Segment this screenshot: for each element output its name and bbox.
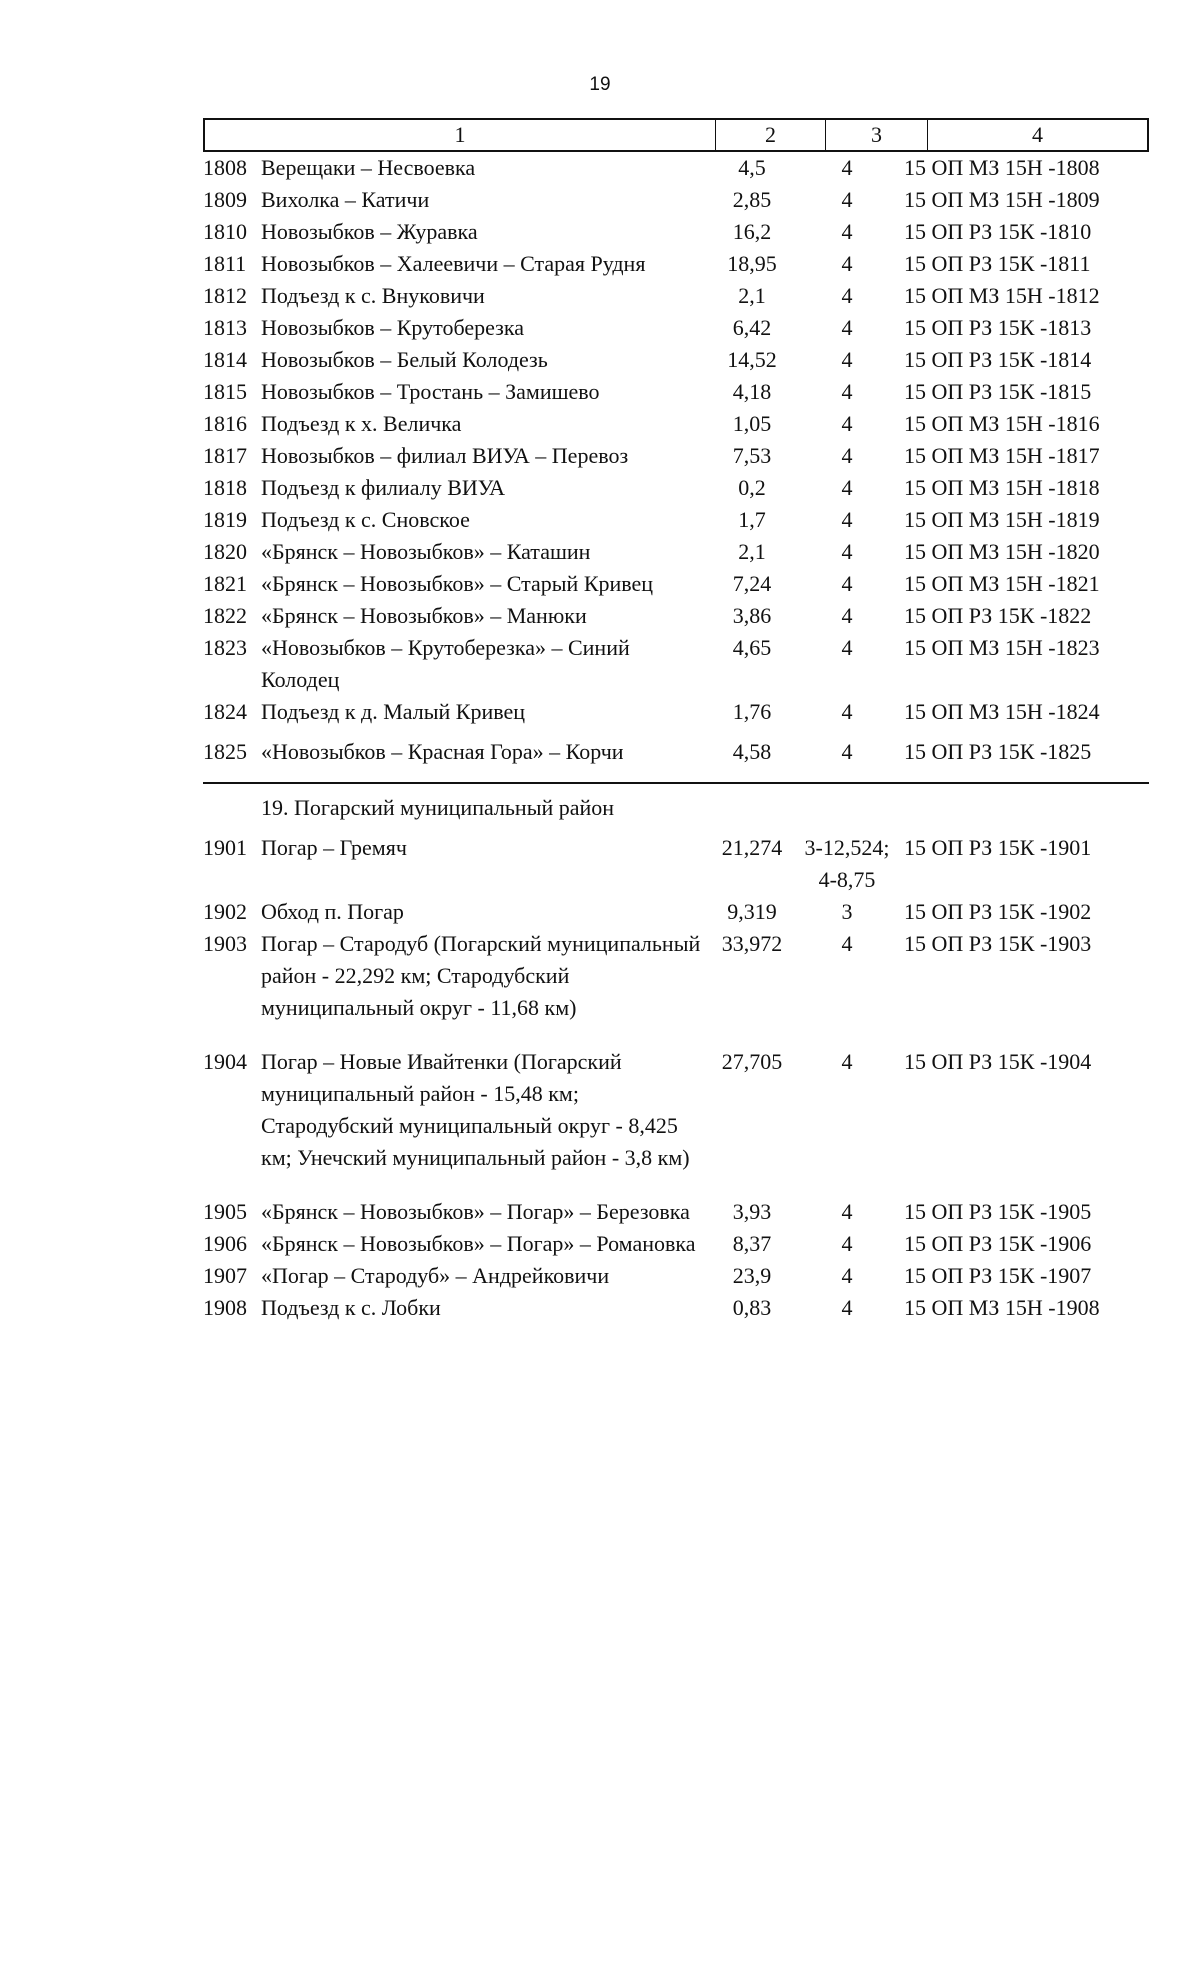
section-divider	[203, 782, 1149, 784]
row-id: 15 ОП МЗ 15Н -1819	[904, 507, 1100, 532]
row-code: 1902	[203, 899, 247, 924]
row-category: 4	[841, 1263, 853, 1288]
row-id: 15 ОП МЗ 15Н -1809	[904, 187, 1100, 212]
table-row	[203, 152, 1149, 184]
row-length: 4,65	[732, 635, 772, 660]
row-length: 0,2	[738, 475, 766, 500]
row-length: 21,274	[721, 835, 783, 860]
row-name: Новозыбков – Журавка	[261, 219, 478, 244]
row-name: «Брянск – Новозыбков» – Старый Кривец	[261, 571, 654, 596]
row-category: 4	[841, 739, 853, 764]
row-code: 1812	[203, 283, 247, 308]
row-code: 1810	[203, 219, 247, 244]
row-id: 15 ОП РЗ 15К -1825	[904, 739, 1092, 764]
row-code: 1824	[203, 699, 247, 724]
rows-section-18	[203, 152, 1149, 768]
row-length: 14,52	[727, 347, 777, 372]
row-length: 1,05	[732, 411, 772, 436]
row-code: 1808	[203, 155, 247, 180]
row-name: «Новозыбков – Красная Гора» – Корчи	[261, 739, 624, 764]
row-id: 15 ОП РЗ 15К -1815	[904, 379, 1092, 404]
road-table	[203, 118, 1149, 1324]
table-header	[203, 118, 1149, 152]
row-name: Новозыбков – Халеевичи – Старая Рудня	[261, 251, 646, 276]
row-length: 3,93	[732, 1199, 772, 1224]
row-length: 9,319	[727, 899, 777, 924]
row-name: Подъезд к филиалу ВИУА	[261, 475, 506, 500]
row-code: 1820	[203, 539, 247, 564]
row-name: Подъезд к д. Малый Кривец	[261, 699, 526, 724]
table-row	[203, 696, 1149, 728]
section-title: 19. Погарский муниципальный район	[261, 795, 615, 820]
row-category: 4	[841, 635, 853, 660]
row-id: 15 ОП РЗ 15К -1813	[904, 315, 1092, 340]
page-number: 19	[589, 74, 611, 95]
row-id: 15 ОП РЗ 15К -1901	[904, 835, 1092, 860]
row-name: «Брянск – Новозыбков» – Каташин	[261, 539, 591, 564]
row-code: 1813	[203, 315, 247, 340]
row-code: 1904	[203, 1049, 247, 1074]
row-category: 4	[841, 347, 853, 372]
row-category: 4	[841, 1295, 853, 1320]
table-row	[203, 536, 1149, 568]
row-id: 15 ОП МЗ 15Н -1908	[904, 1295, 1100, 1320]
row-id: 15 ОП МЗ 15Н -1820	[904, 539, 1100, 564]
row-length: 8,37	[732, 1231, 772, 1256]
row-code: 1823	[203, 635, 247, 660]
row-name: Новозыбков – филиал ВИУА – Перевоз	[261, 443, 629, 468]
row-category: 4	[841, 219, 853, 244]
row-length: 6,42	[732, 315, 772, 340]
row-category: 4	[841, 1049, 853, 1074]
row-id: 15 ОП РЗ 15К -1810	[904, 219, 1092, 244]
row-length: 23,9	[732, 1263, 772, 1288]
row-code: 1816	[203, 411, 247, 436]
row-code: 1903	[203, 931, 247, 956]
row-length: 1,7	[738, 507, 766, 532]
row-name: Верещаки – Несвоевка	[261, 155, 476, 180]
row-id: 15 ОП РЗ 15К -1903	[904, 931, 1092, 956]
table-row	[203, 1292, 1149, 1324]
row-category: 4	[841, 315, 853, 340]
row-category: 4	[841, 603, 853, 628]
row-id: 15 ОП МЗ 15Н -1818	[904, 475, 1100, 500]
table-row	[203, 184, 1149, 216]
row-category: 4	[841, 475, 853, 500]
table-row	[203, 408, 1149, 440]
row-id: 15 ОП РЗ 15К -1811	[904, 251, 1091, 276]
row-name: Погар – Новые Ивайтенки (Погарский муниципальный район - 15,48 км; Стародубский муниципальный округ - 8,425 км; Унечский муниципальный район - 3,8 км)	[261, 1049, 690, 1170]
row-category: 4	[841, 411, 853, 436]
row-name: Новозыбков – Белый Колодезь	[261, 347, 548, 372]
row-id: 15 ОП РЗ 15К -1904	[904, 1049, 1092, 1074]
row-length: 4,5	[738, 155, 766, 180]
row-category: 3-12,524; 4-8,75	[804, 835, 890, 892]
row-code: 1906	[203, 1231, 247, 1256]
row-category: 4	[841, 283, 853, 308]
table-row	[203, 216, 1149, 248]
row-id: 15 ОП РЗ 15К -1814	[904, 347, 1092, 372]
row-length: 7,53	[732, 443, 772, 468]
table-row	[203, 736, 1149, 768]
row-name: Подъезд к с. Лобки	[261, 1295, 441, 1320]
row-length: 0,83	[732, 1295, 772, 1320]
row-id: 15 ОП РЗ 15К -1902	[904, 899, 1092, 924]
row-length: 2,1	[738, 283, 766, 308]
row-id: 15 ОП МЗ 15Н -1821	[904, 571, 1100, 596]
row-category: 3	[841, 899, 853, 924]
row-name: Подъезд к с. Сновское	[261, 507, 470, 532]
table-row	[203, 280, 1149, 312]
row-category: 4	[841, 699, 853, 724]
row-code: 1819	[203, 507, 247, 532]
row-id: 15 ОП РЗ 15К -1907	[904, 1263, 1092, 1288]
row-name: Вихолка – Катичи	[261, 187, 430, 212]
row-name: «Погар – Стародуб» – Андрейковичи	[261, 1263, 610, 1288]
row-category: 4	[841, 155, 853, 180]
header-col-1: 1	[205, 120, 716, 150]
table-row	[203, 312, 1149, 344]
table-row	[203, 344, 1149, 376]
row-name: Погар – Гремяч	[261, 835, 407, 860]
row-name: Новозыбков – Тростань – Замишево	[261, 379, 600, 404]
row-code: 1814	[203, 347, 247, 372]
row-name: Погар – Стародуб (Погарский муниципальный район - 22,292 км; Стародубский муниципальный округ - 11,68 км)	[261, 931, 701, 1020]
row-name: Подъезд к с. Внуковичи	[261, 283, 485, 308]
row-name: «Брянск – Новозыбков» – Манюки	[261, 603, 587, 628]
table-row	[203, 472, 1149, 504]
row-length: 18,95	[727, 251, 777, 276]
row-category: 4	[841, 187, 853, 212]
table-row	[203, 1046, 1149, 1174]
row-code: 1825	[203, 739, 247, 764]
row-length: 2,85	[732, 187, 772, 212]
rows-section-19	[203, 832, 1149, 1324]
row-category: 4	[841, 251, 853, 276]
row-id: 15 ОП МЗ 15Н -1808	[904, 155, 1100, 180]
table-row	[203, 832, 1149, 896]
table-row	[203, 896, 1149, 928]
row-name: «Брянск – Новозыбков» – Погар» – Березовка	[261, 1199, 690, 1224]
row-length: 4,58	[732, 739, 772, 764]
row-category: 4	[841, 507, 853, 532]
table-row	[203, 568, 1149, 600]
row-category: 4	[841, 539, 853, 564]
row-category: 4	[841, 1231, 853, 1256]
row-name: Обход п. Погар	[261, 899, 404, 924]
row-length: 3,86	[732, 603, 772, 628]
row-code: 1905	[203, 1199, 247, 1224]
header-col-2: 2	[716, 120, 826, 150]
row-length: 2,1	[738, 539, 766, 564]
row-id: 15 ОП МЗ 15Н -1816	[904, 411, 1100, 436]
row-code: 1817	[203, 443, 247, 468]
row-name: Подъезд к х. Величка	[261, 411, 462, 436]
row-category: 4	[841, 571, 853, 596]
table-row	[203, 248, 1149, 280]
row-code: 1901	[203, 835, 247, 860]
header-col-4: 4	[1032, 122, 1043, 147]
row-length: 7,24	[732, 571, 772, 596]
row-id: 15 ОП РЗ 15К -1906	[904, 1231, 1092, 1256]
table-row	[203, 376, 1149, 408]
row-code: 1815	[203, 379, 247, 404]
row-length: 1,76	[732, 699, 772, 724]
row-category: 4	[841, 1199, 853, 1224]
table-row	[203, 1228, 1149, 1260]
row-id: 15 ОП МЗ 15Н -1824	[904, 699, 1100, 724]
row-code: 1811	[203, 251, 247, 276]
row-name: Новозыбков – Крутоберезка	[261, 315, 524, 340]
table-row	[203, 504, 1149, 536]
table-row	[203, 1260, 1149, 1292]
table-row	[203, 600, 1149, 632]
row-category: 4	[841, 379, 853, 404]
table-row	[203, 632, 1149, 696]
table-row	[203, 1196, 1149, 1228]
row-code: 1908	[203, 1295, 247, 1320]
row-category: 4	[841, 931, 853, 956]
row-code: 1809	[203, 187, 247, 212]
row-code: 1821	[203, 571, 247, 596]
row-name: «Брянск – Новозыбков» – Погар» – Романовка	[261, 1231, 696, 1256]
row-id: 15 ОП РЗ 15К -1822	[904, 603, 1092, 628]
row-name: «Новозыбков – Крутоберезка» – Синий Колодец	[261, 635, 630, 692]
row-code: 1822	[203, 603, 247, 628]
table-row	[203, 440, 1149, 472]
row-code: 1907	[203, 1263, 247, 1288]
row-id: 15 ОП МЗ 15Н -1823	[904, 635, 1100, 660]
row-length: 4,18	[732, 379, 772, 404]
row-id: 15 ОП МЗ 15Н -1812	[904, 283, 1100, 308]
row-length: 33,972	[721, 931, 783, 956]
row-code: 1818	[203, 475, 247, 500]
row-category: 4	[841, 443, 853, 468]
row-id: 15 ОП РЗ 15К -1905	[904, 1199, 1092, 1224]
header-col-3: 3	[826, 120, 928, 150]
row-length: 27,705	[721, 1049, 783, 1074]
row-id: 15 ОП МЗ 15Н -1817	[904, 443, 1100, 468]
row-length: 16,2	[732, 219, 772, 244]
table-row	[203, 928, 1149, 1024]
